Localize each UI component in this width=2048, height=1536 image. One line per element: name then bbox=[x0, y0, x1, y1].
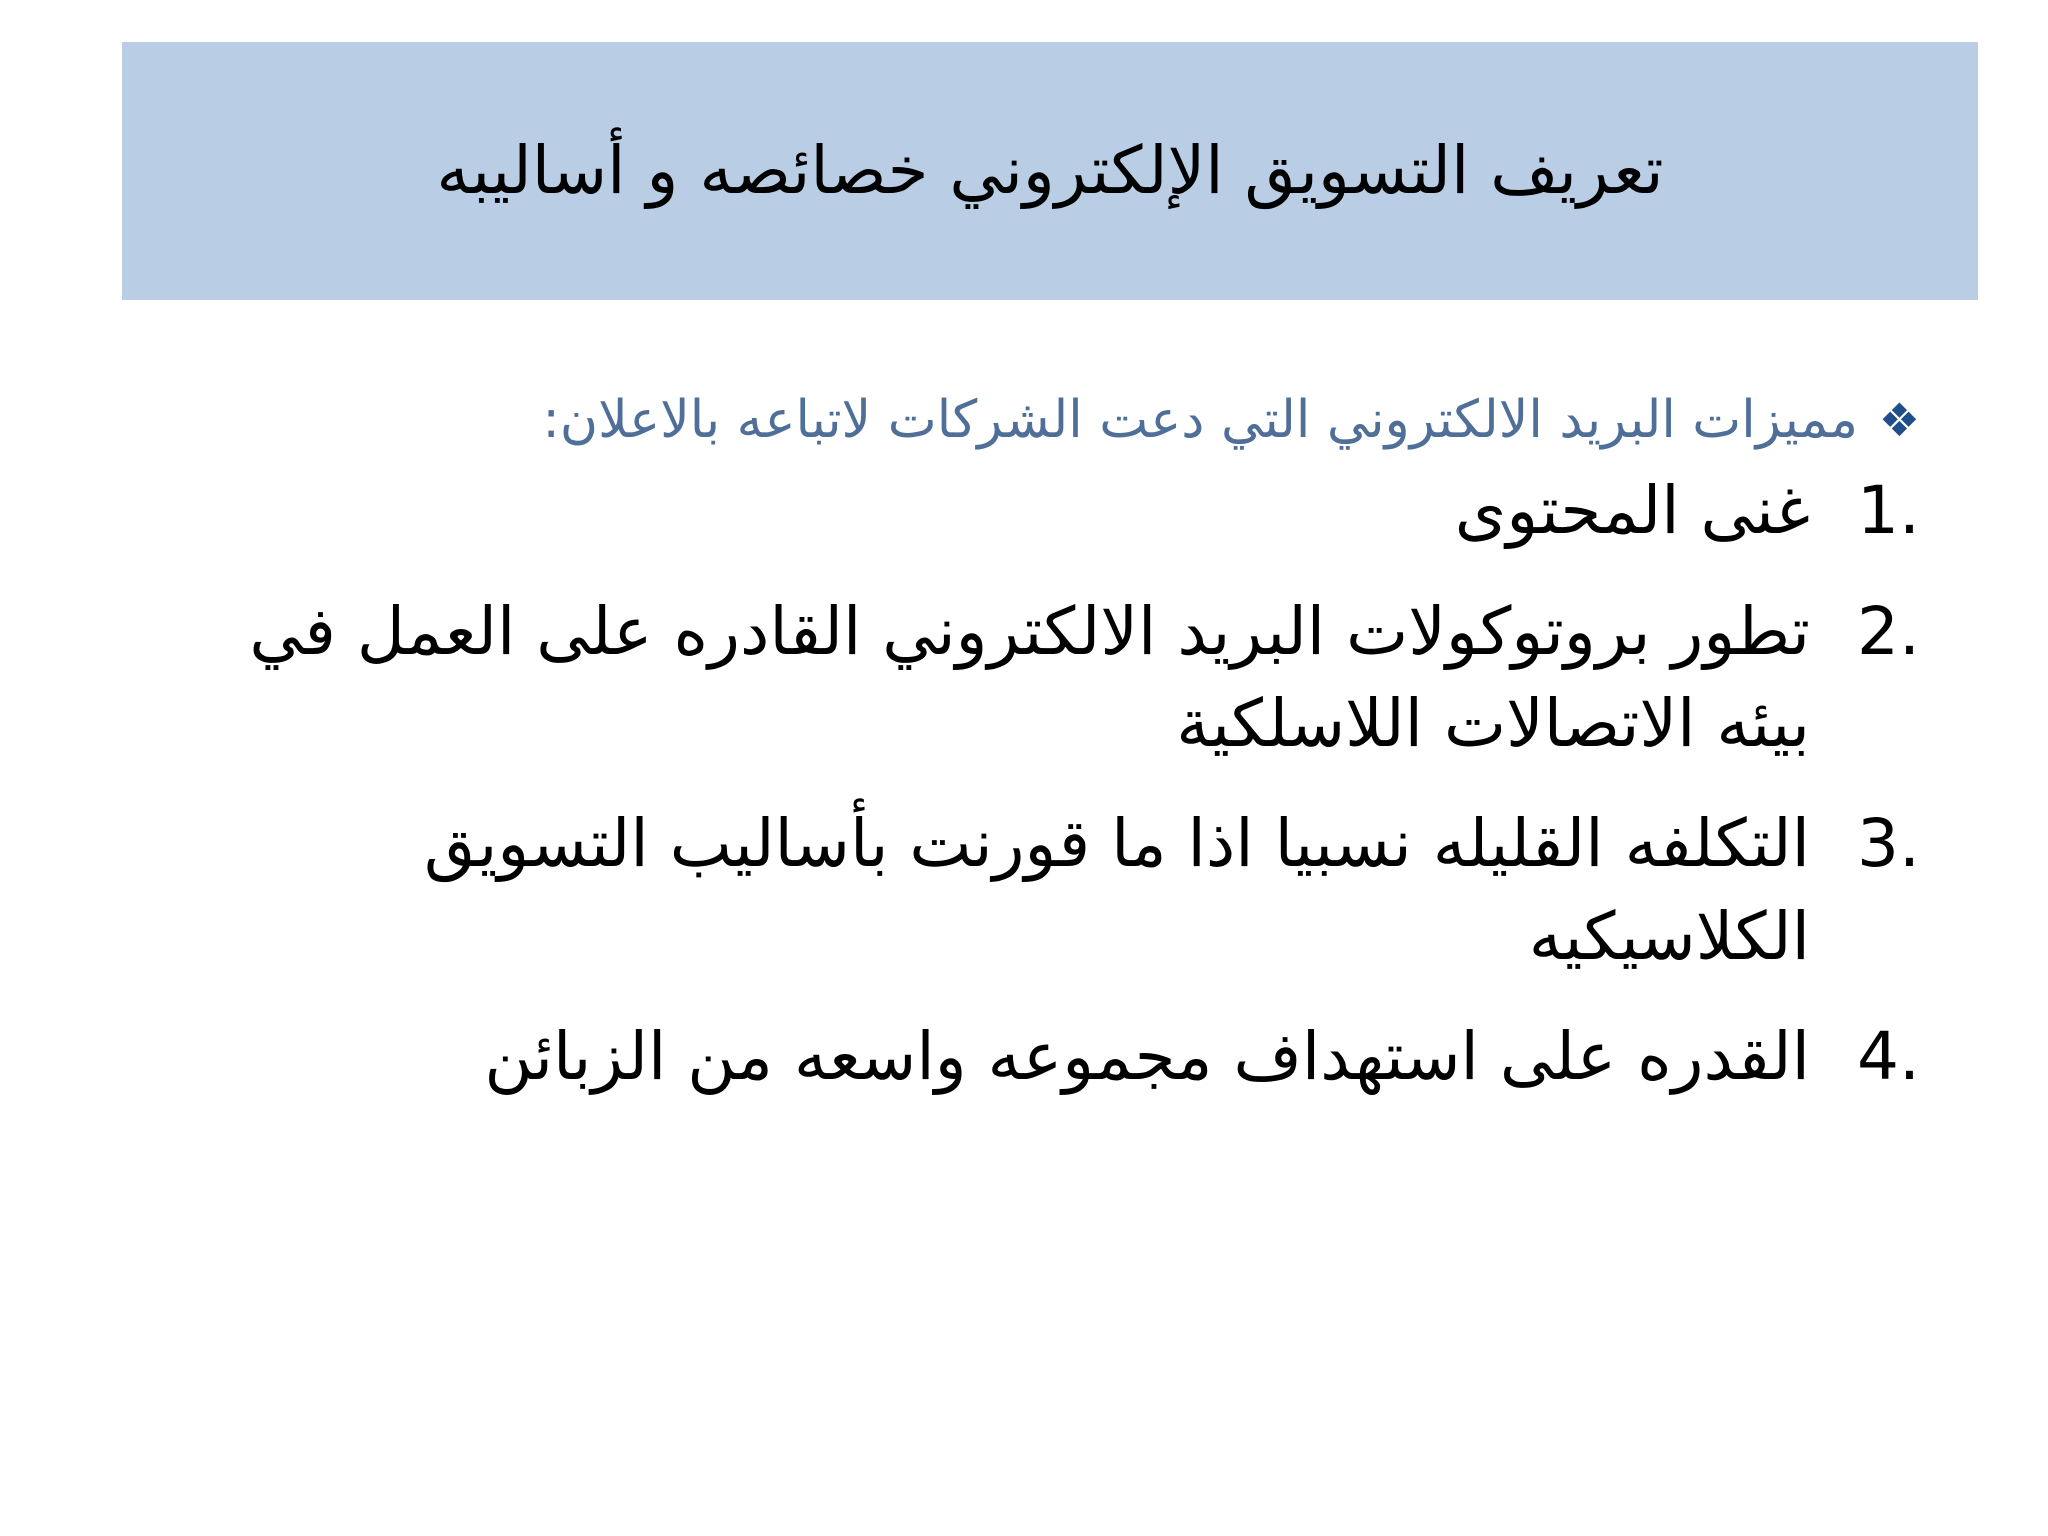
list-item bbox=[150, 798, 1920, 983]
item-text: التكلفه القليله نسبيا اذا ما قورنت بأساليب التسويق الكلاسيكيه bbox=[424, 805, 1810, 975]
item-number: 3. bbox=[1857, 805, 1920, 883]
slide-content bbox=[150, 385, 1920, 1132]
slide-title: تعريف التسويق الإلكتروني خصائصه و أساليبه bbox=[436, 132, 1664, 210]
item-number: 4. bbox=[1857, 1018, 1920, 1096]
features-list bbox=[150, 465, 1920, 1103]
lead-text: مميزات البريد الالكتروني التي دعت الشركات لاتباعه بالاعلان: bbox=[542, 390, 1858, 450]
item-text: القدره على استهداف مجموعه واسعه من الزبائن bbox=[484, 1018, 1810, 1096]
list-item bbox=[150, 586, 1920, 771]
item-text: تطور بروتوكولات البريد الالكتروني القادره على العمل في بيئه الاتصالات اللاسلكية bbox=[249, 592, 1810, 762]
item-text: غنى المحتوى bbox=[1454, 472, 1810, 550]
list-item bbox=[150, 1011, 1920, 1103]
title-banner bbox=[122, 42, 1978, 300]
list-item bbox=[150, 465, 1920, 557]
lead-line bbox=[150, 385, 1920, 455]
item-number: 1. bbox=[1857, 472, 1920, 550]
diamond-bullet-icon: ❖ bbox=[1878, 393, 1920, 447]
item-number: 2. bbox=[1857, 592, 1920, 670]
